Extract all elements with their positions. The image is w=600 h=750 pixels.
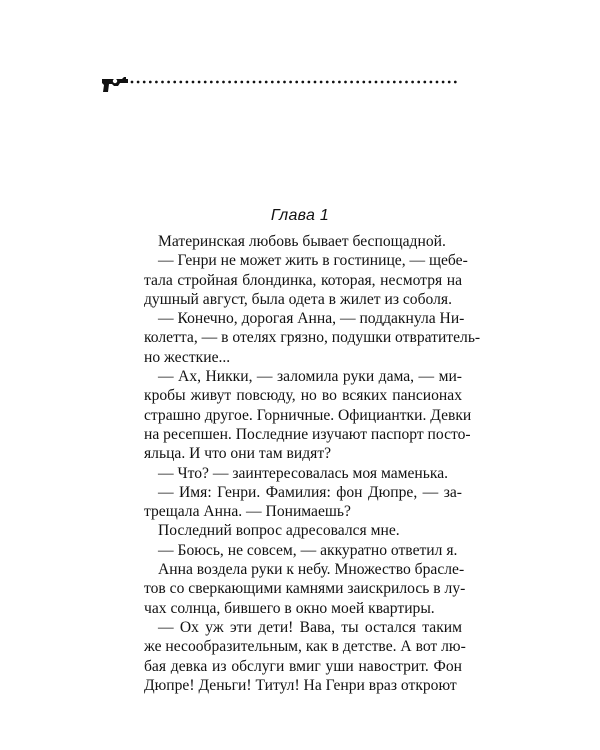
- revolver-dotted-line-ornament: [100, 73, 464, 95]
- chapter-body-text: [128, 232, 481, 695]
- text-line: же несообразительным, как в детстве. А вот лю-: [144, 638, 466, 656]
- text-line: страшно другое. Горничные. Официантки. Девки: [144, 406, 472, 424]
- paragraph: [128, 560, 466, 618]
- text-line: яльца. И что они там видят?: [144, 445, 332, 463]
- paragraph: [128, 618, 466, 695]
- text-line: — Что? — заинтересовалась моя маменька.: [158, 464, 449, 482]
- chapter-title: Глава 1: [270, 207, 330, 224]
- text-line: — Ах, Никки, — заломила руки дама, — ми-: [158, 368, 462, 386]
- text-line: — Конечно, дорогая Анна, — поддакнула Ни-: [158, 310, 465, 328]
- paragraph: [128, 232, 462, 251]
- paragraph: [128, 251, 468, 309]
- text-line: бая девка из обслуги вмиг уши навострит. Фон: [144, 657, 462, 675]
- text-line: душный август, была одета в жилет из соболя.: [144, 290, 452, 308]
- paragraph: [128, 367, 472, 463]
- text-line: — Боюсь, не совсем, — аккуратно ответил я.: [158, 541, 458, 559]
- revolver-icon: [100, 73, 464, 95]
- paragraph: [128, 541, 462, 560]
- text-line: Материнская любовь бывает беспощадной.: [158, 233, 446, 250]
- text-line: — Ох уж эти дети! Вава, ты остался таким: [158, 618, 462, 636]
- paragraph: [128, 464, 462, 483]
- text-line: чах солнца, бившего в окно моей квартиры.: [144, 599, 435, 617]
- text-line: — Имя: Генри. Фамилия: фон Дюпре, — за-: [158, 483, 462, 501]
- text-line: — Генри не может жить в гостинице, — щебе-: [158, 252, 468, 270]
- text-line: колетта, — в отелях грязно, подушки отвратитель-: [144, 329, 481, 347]
- text-line: трещала Анна. — Понимаешь?: [144, 503, 351, 521]
- text-line: Анна воздела руки к небу. Множество брасле-: [158, 561, 465, 579]
- paragraph: [128, 483, 462, 522]
- text-line: но жесткие...: [144, 348, 231, 366]
- paragraph: [128, 309, 481, 367]
- text-line: на ресепшен. Последние изучают паспорт посто-: [144, 425, 471, 443]
- text-line: Дюпре! Деньги! Титул! На Генри враз откроют: [144, 676, 457, 694]
- text-line: Последний вопрос адресовался мне.: [158, 522, 400, 540]
- text-line: тала стройная блондинка, которая, несмотря на: [144, 271, 462, 289]
- text-line: тов со сверкающими камнями заискрилось в лу-: [144, 580, 466, 598]
- paragraph: [128, 521, 462, 540]
- text-line: кробы живут повсюду, но во всяких пансионах: [144, 387, 462, 405]
